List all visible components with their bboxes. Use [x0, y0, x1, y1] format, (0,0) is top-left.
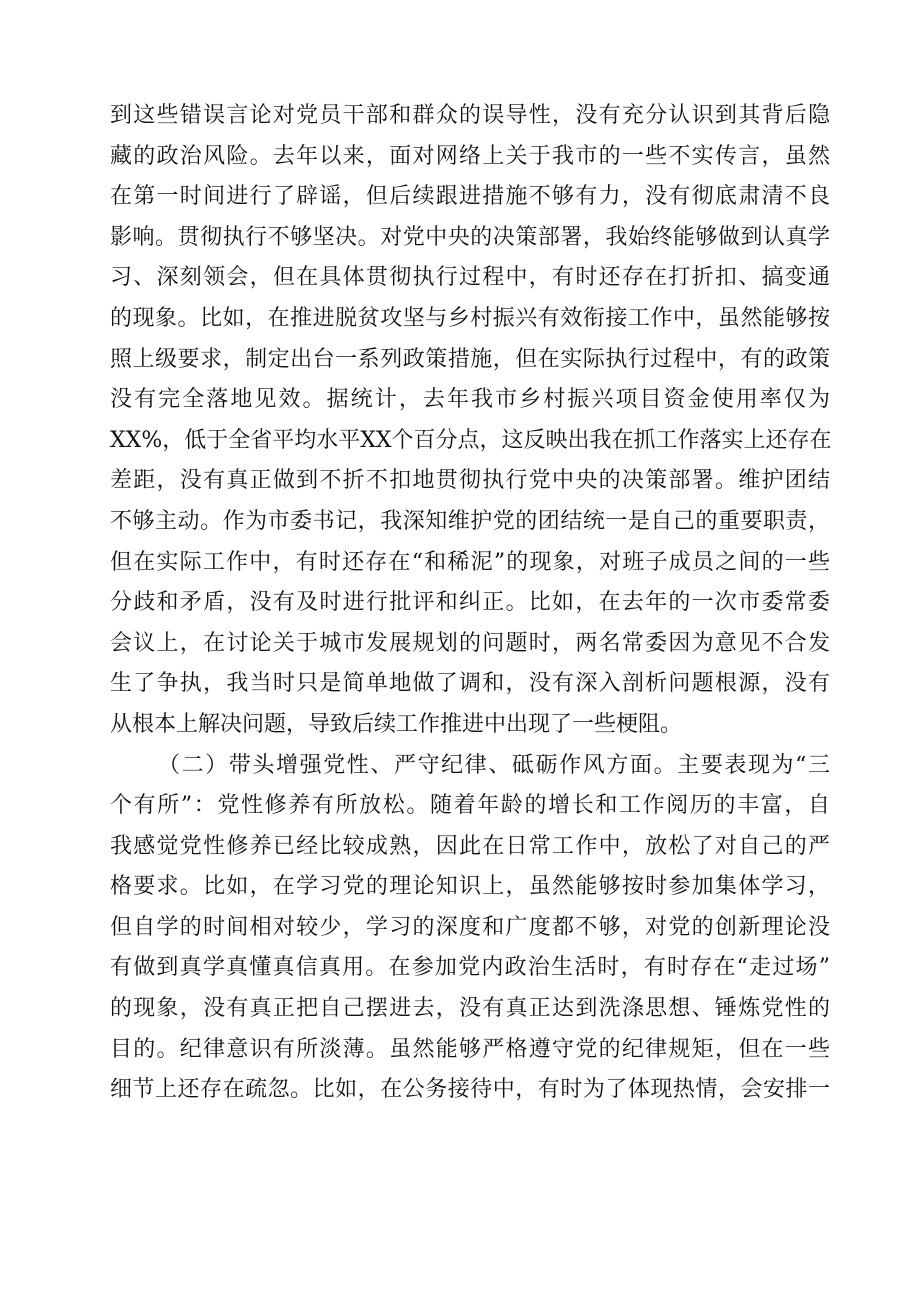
text-line: 的现象。比如，在推进脱贫攻坚与乡村振兴有效衔接工作中，虽然能够按	[110, 305, 830, 331]
text-line: 我感觉党性修养已经比较成熟，因此在日常工作中，放松了对自己的严	[110, 833, 830, 859]
text-line: 藏的政治风险。去年以来，面对网络上关于我市的一些不实传言，虽然	[110, 143, 830, 169]
text-line: 细节上还存在疏忽。比如，在公务接待中，有时为了体现热情，会安排一	[110, 1077, 830, 1103]
text-line: 但自学的时间相对较少，学习的深度和广度都不够，对党的创新理论没	[110, 914, 830, 940]
text-line: 的现象，没有真正把自己摆进去，没有真正达到洗涤思想、锤炼党性的	[110, 996, 830, 1022]
document-body	[110, 96, 830, 1111]
text-line: 但在实际工作中，有时还存在“和稀泥”的现象，对班子成员之间的一些	[110, 549, 830, 575]
text-line: 影响。贯彻执行不够坚决。对党中央的决策部署，我始终能够做到认真学	[110, 224, 830, 250]
text-line: 分歧和矛盾，没有及时进行批评和纠正。比如，在去年的一次市委常委	[110, 590, 830, 616]
text-line: 会议上，在讨论关于城市发展规划的问题时，两名常委因为意见不合发	[110, 630, 830, 656]
text-line: 在第一时间进行了辟谣，但后续跟进措施不够有力，没有彻底肃清不良	[110, 184, 830, 210]
text-line: 到这些错误言论对党员干部和群众的误导性，没有充分认识到其背后隐	[110, 103, 830, 128]
text-line: 习、深刻领会，但在具体贯彻执行过程中，有时还存在打折扣、搞变通	[110, 265, 830, 291]
text-line: 目的。纪律意识有所淡薄。虽然能够严格遵守党的纪律规矩，但在一些	[110, 1036, 830, 1062]
text-line: 有做到真学真懂真信真用。在参加党内政治生活时，有时存在“走过场”	[110, 955, 830, 981]
text-line: 格要求。比如，在学习党的理论知识上，虽然能够按时参加集体学习，	[110, 874, 830, 900]
text-line: 不够主动。作为市委书记，我深知维护党的团结统一是自己的重要职责，	[110, 508, 830, 534]
text-line: 从根本上解决问题，导致后续工作推进中出现了一些梗阻。	[110, 711, 683, 737]
text-line: 照上级要求，制定出台一系列政策措施，但在实际执行过程中，有的政策	[110, 346, 830, 372]
text-line: 没有完全落地见效。据统计，去年我市乡村振兴项目资金使用率仅为	[110, 387, 830, 413]
text-line: 生了争执，我当时只是简单地做了调和，没有深入剖析问题根源，没有	[110, 671, 830, 697]
paragraph	[110, 746, 830, 1111]
paragraph	[110, 96, 830, 746]
text-line: 差距，没有真正做到不折不扣地贯彻执行党中央的决策部署。维护团结	[110, 468, 830, 494]
text-line: （二）带头增强党性、严守纪律、砥砺作风方面。主要表现为“三	[158, 752, 830, 778]
text-line: XX%，低于全省平均水平XX个百分点，这反映出我在抓工作落实上还存在	[110, 427, 832, 453]
text-line: 个有所”：党性修养有所放松。随着年龄的增长和工作阅历的丰富，自	[110, 793, 830, 819]
